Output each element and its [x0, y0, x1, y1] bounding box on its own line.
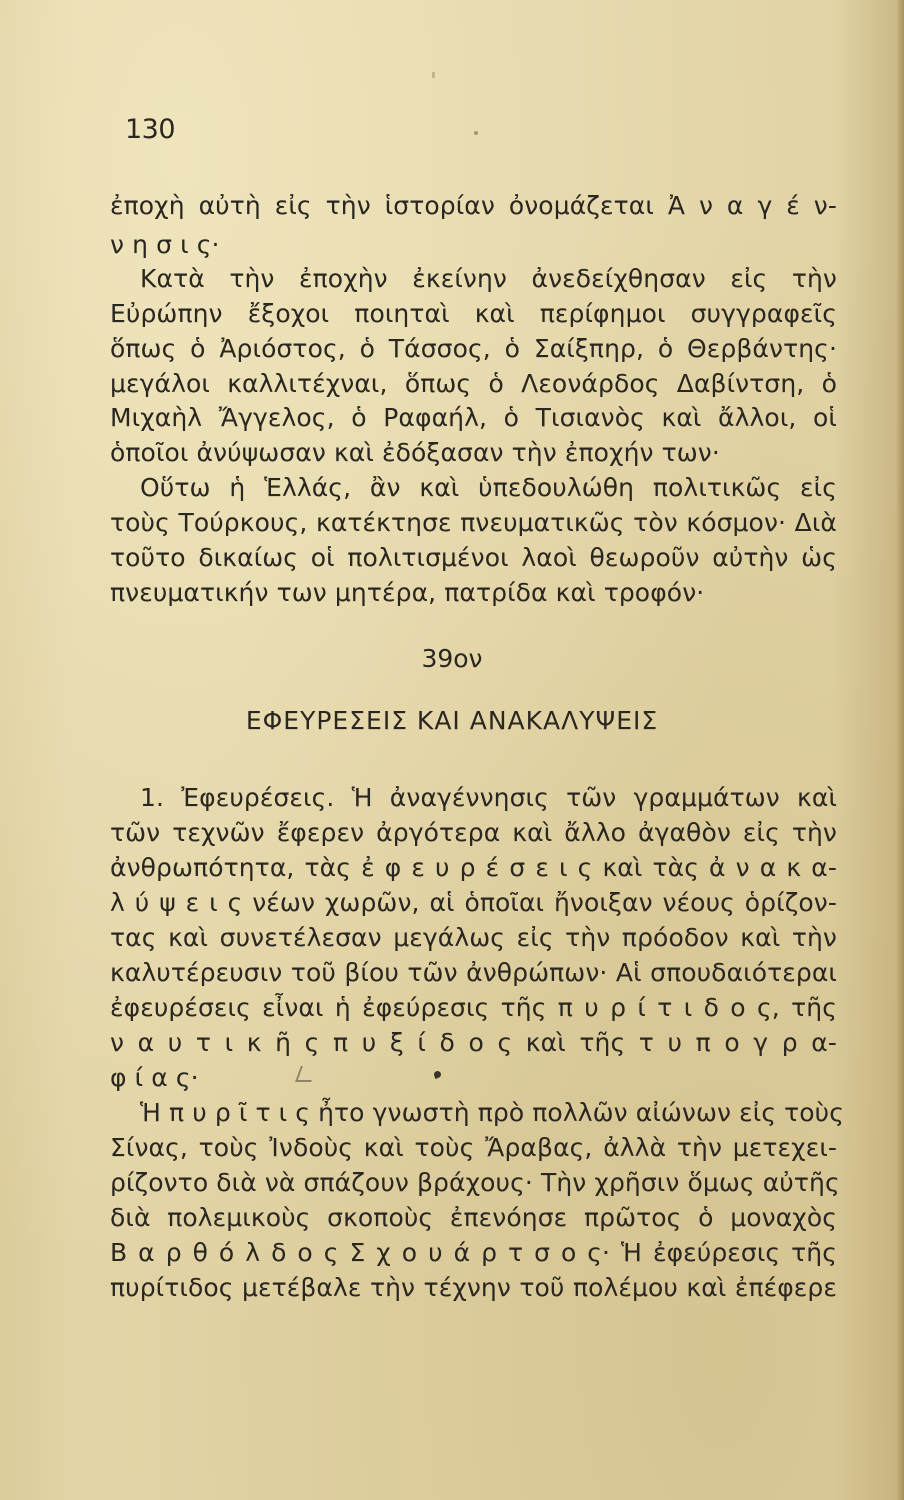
- text-line: τοῦτο δικαίως οἱ πολιτισμένοι λαοὶ θεωροῦν αὐτὴν ὡς: [110, 543, 837, 572]
- text-line: Εὐρώπην ἔξοχοι ποιηταὶ καὶ περίφημοι συγγραφεῖς: [110, 299, 837, 328]
- text-line: Ἡ π υ ρ ῖ τ ι ς ἦτο γνωστὴ πρὸ πολλῶν αἰώνων εἰς τοὺς: [140, 1098, 845, 1127]
- text-line: ν η σ ι ς·: [110, 230, 220, 259]
- text-line: ρίζοντο διὰ νὰ σπάζουν βράχους· Τὴν χρῆσιν ὅμως αὐτῆς: [110, 1168, 840, 1197]
- text-line: πνευματικήν των μητέρα, πατρίδα καὶ τροφόν·: [110, 578, 705, 607]
- text-line: ἐφευρέσεις εἶναι ἡ ἐφεύρεσις τῆς π υ ρ ί τ ι δ ο ς, τῆς: [110, 993, 837, 1022]
- text-line: διὰ πολεμικοὺς σκοποὺς ἐπενόησε πρῶτος ὁ μοναχὸς: [110, 1203, 837, 1232]
- text-line: ἐποχὴ αὐτὴ εἰς τὴν ἱστορίαν ὀνομάζεται Ἀ ν α γ έ ν-: [110, 191, 837, 220]
- text-line: Β α ρ θ ό λ δ ο ς Σ χ ο υ ά ρ τ σ ο ς· Ἡ ἐφεύρεσις τῆς: [110, 1238, 837, 1267]
- text-line: φ ί α ς·: [110, 1063, 199, 1092]
- text-line: ὁποῖοι ἀνύψωσαν καὶ ἐδόξασαν τὴν ἐποχήν των·: [110, 438, 720, 467]
- text-line: τοὺς Τούρκους, κατέκτησε πνευματικῶς τὸν κόσμον· Διὰ: [110, 508, 837, 537]
- text-line: τας καὶ συνετέλεσαν μεγάλως εἰς τὴν πρόοδον καὶ τὴν: [110, 923, 837, 952]
- text-line: ἀνθρωπότητα, τὰς ἐ φ ε υ ρ έ σ ε ι ς καὶ τὰς ἀ ν α κ α-: [110, 853, 837, 882]
- text-line: Μιχαὴλ Ἄγγελος, ὁ Ραφαήλ, ὁ Τισιανὸς καὶ ἄλλοι, οἱ: [110, 403, 837, 432]
- text-line: 1. Ἐφευρέσεις. Ἡ ἀναγέννησις τῶν γραμμάτων καὶ: [140, 783, 837, 812]
- chapter-title: ΕΦΕΥΡΕΣΕΙΣ ΚΑΙ ΑΝΑΚΑΛΥΨΕΙΣ: [245, 706, 659, 735]
- text-line: πυρίτιδος μετέβαλε τὴν τέχνην τοῦ πολέμου καὶ ἐπέφερε: [110, 1273, 837, 1302]
- text-line: Σίνας, τοὺς Ἰνδοὺς καὶ τοὺς Ἄραβας, ἀλλὰ τὴν μετεχει-: [110, 1133, 837, 1162]
- text-line: ν α υ τ ι κ ῆ ς π υ ξ ί δ ο ς καὶ τῆς τ υ π ο γ ρ α-: [110, 1028, 837, 1057]
- text-line: μεγάλοι καλλιτέχναι, ὅπως ὁ Λεονάρδος Δαβίντση, ὁ: [110, 369, 837, 398]
- text-line: ὅπως ὁ Ἀριόστος, ὁ Τάσσος, ὁ Σαίξπηρ, ὁ Θερβάντης·: [110, 334, 837, 363]
- ink-dot: [474, 131, 478, 135]
- text-line: Οὕτω ἡ Ἑλλάς, ἂν καὶ ὑπεδουλώθη πολιτικῶς εἰς: [140, 473, 837, 502]
- text-line: καλυτέρευσιν τοῦ βίου τῶν ἀνθρώπων· Αἱ σπουδαιότεραι: [110, 958, 837, 987]
- text-line: λ ύ ψ ε ι ς νέων χωρῶν, αἱ ὁποῖαι ἤνοιξαν νέους ὁρίζον-: [110, 888, 837, 917]
- text-line: τῶν τεχνῶν ἔφερεν ἀργότερα καὶ ἄλλο ἀγαθὸν εἰς τὴν: [110, 818, 837, 847]
- chapter-number: 39ον: [421, 644, 483, 673]
- text-line: Κατὰ τὴν ἐποχὴν ἐκείνην ἀνεδείχθησαν εἰς τὴν: [140, 264, 837, 293]
- page-edge-shadow: [896, 0, 904, 1500]
- page-number: 130: [125, 114, 176, 145]
- ink-speck: [432, 72, 435, 78]
